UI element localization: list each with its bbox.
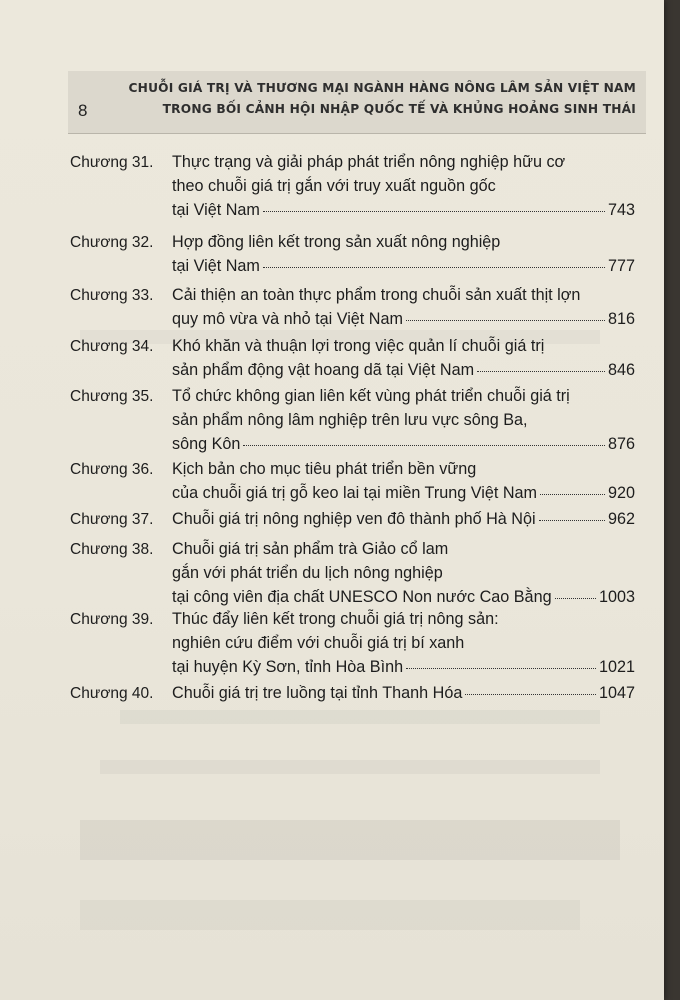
chapter-title-last-line: [172, 655, 635, 679]
chapter-title: [172, 384, 635, 456]
chapter-title-last-line: [172, 432, 635, 456]
chapter-title-line: tại Việt Nam: [172, 257, 260, 275]
chapter-title-line: Thúc đẩy liên kết trong chuỗi giá trị nông sản:: [172, 610, 499, 628]
chapter-number: Chương 38.: [70, 541, 154, 558]
page-ref[interactable]: 1003: [598, 588, 635, 606]
chapter-title-last-line: [172, 307, 635, 331]
chapter-title-line: tại công viên địa chất UNESCO Non nước Cao Bằng: [172, 588, 552, 606]
page-ref[interactable]: 920: [607, 484, 635, 502]
chapter-title-last-line: [172, 358, 635, 382]
chapter-title-last-line: [172, 681, 635, 705]
chapter-number: Chương 35.: [70, 388, 154, 405]
chapter-number: Chương 34.: [70, 338, 154, 355]
chapter-title: [172, 230, 635, 278]
chapter-title-line: Tổ chức không gian liên kết vùng phát triển chuỗi giá trị: [172, 387, 570, 405]
chapter-title-line: của chuỗi giá trị gỗ keo lai tại miền Trung Việt Nam: [172, 484, 538, 502]
chapter-title-last-line: [172, 198, 635, 222]
chapter-title-line: tại Việt Nam: [172, 201, 260, 219]
chapter-title-line: quy mô vừa và nhỏ tại Việt Nam: [172, 310, 403, 328]
page-ref[interactable]: 1047: [598, 684, 635, 702]
chapter-number: Chương 37.: [70, 511, 154, 528]
chapter-title-line: Hợp đồng liên kết trong sản xuất nông nghiệp: [172, 233, 501, 251]
chapter-title: [172, 681, 635, 705]
dot-leader: [539, 520, 605, 521]
chapter-title-line: sông Kôn: [172, 435, 241, 453]
chapter-number: Chương 32.: [70, 234, 154, 251]
chapter-title: [172, 150, 635, 222]
show-through-mark: [80, 820, 620, 860]
chapter-title-last-line: [172, 481, 635, 505]
page-ref[interactable]: 1021: [598, 658, 635, 676]
page-ref[interactable]: 777: [607, 257, 635, 275]
show-through-mark: [120, 710, 600, 724]
page-ref[interactable]: 876: [607, 435, 635, 453]
chapter-title-line: tại huyện Kỳ Sơn, tỉnh Hòa Bình: [172, 658, 404, 676]
dot-leader: [477, 371, 605, 372]
show-through-mark: [80, 900, 580, 930]
chapter-title-line: sản phẩm nông lâm nghiệp trên lưu vực sông Ba,: [172, 411, 528, 429]
running-title: [129, 78, 636, 120]
chapter-number: Chương 33.: [70, 287, 154, 304]
chapter-title-line: gắn với phát triển du lịch nông nghiệp: [172, 564, 443, 582]
chapter-title-line: Khó khăn và thuận lợi trong việc quản lí chuỗi giá trị: [172, 337, 545, 355]
dot-leader: [263, 267, 605, 268]
dot-leader: [406, 668, 596, 669]
chapter-title-line: nghiên cứu điểm với chuỗi giá trị bí xanh: [172, 634, 465, 652]
running-title-line: CHUỖI GIÁ TRỊ VÀ THƯƠNG MẠI NGÀNH HÀNG NÔNG LÂM SẢN VIỆT NAM: [128, 81, 636, 95]
running-title-line: TRONG BỐI CẢNH HỘI NHẬP QUỐC TẾ VÀ KHỦNG HOẢNG SINH THÁI: [162, 102, 636, 116]
chapter-number: Chương 36.: [70, 461, 154, 478]
dot-leader: [263, 211, 605, 212]
chapter-title-line: theo chuỗi giá trị gắn với truy xuất nguồn gốc: [172, 177, 496, 195]
page-number: 8: [78, 101, 88, 120]
dot-leader: [540, 494, 605, 495]
chapter-title-line: Chuỗi giá trị nông nghiệp ven đô thành phố Hà Nội: [172, 510, 536, 528]
dot-leader: [406, 320, 605, 321]
chapter-title: [172, 283, 635, 331]
dot-leader: [243, 445, 605, 446]
chapter-title-last-line: [172, 585, 635, 609]
page-ref[interactable]: 962: [607, 510, 635, 528]
page-ref[interactable]: 846: [607, 361, 635, 379]
chapter-title-line: Thực trạng và giải pháp phát triển nông nghiệp hữu cơ: [172, 153, 566, 171]
page-ref[interactable]: 816: [607, 310, 635, 328]
chapter-title: [172, 507, 635, 531]
chapter-number: Chương 31.: [70, 154, 154, 171]
dot-leader: [555, 598, 596, 599]
dot-leader: [465, 694, 596, 695]
chapter-title-last-line: [172, 254, 635, 278]
chapter-title-line: Cải thiện an toàn thực phẩm trong chuỗi sản xuất thịt lợn: [172, 286, 581, 304]
chapter-title-last-line: [172, 507, 635, 531]
page-ref[interactable]: 743: [607, 201, 635, 219]
chapter-title-line: Chuỗi giá trị sản phẩm trà Giảo cổ lam: [172, 540, 449, 558]
chapter-title: [172, 537, 635, 609]
chapter-title: [172, 334, 635, 382]
chapter-title-line: sản phẩm động vật hoang dã tại Việt Nam: [172, 361, 475, 379]
chapter-number: Chương 39.: [70, 611, 154, 628]
chapter-number: Chương 40.: [70, 685, 154, 702]
chapter-title: [172, 607, 635, 679]
show-through-mark: [100, 760, 600, 774]
chapter-title: [172, 457, 635, 505]
running-header: [68, 71, 646, 134]
chapter-title-line: Chuỗi giá trị tre luồng tại tỉnh Thanh Hóa: [172, 684, 463, 702]
chapter-title-line: Kịch bản cho mục tiêu phát triển bền vững: [172, 460, 477, 478]
